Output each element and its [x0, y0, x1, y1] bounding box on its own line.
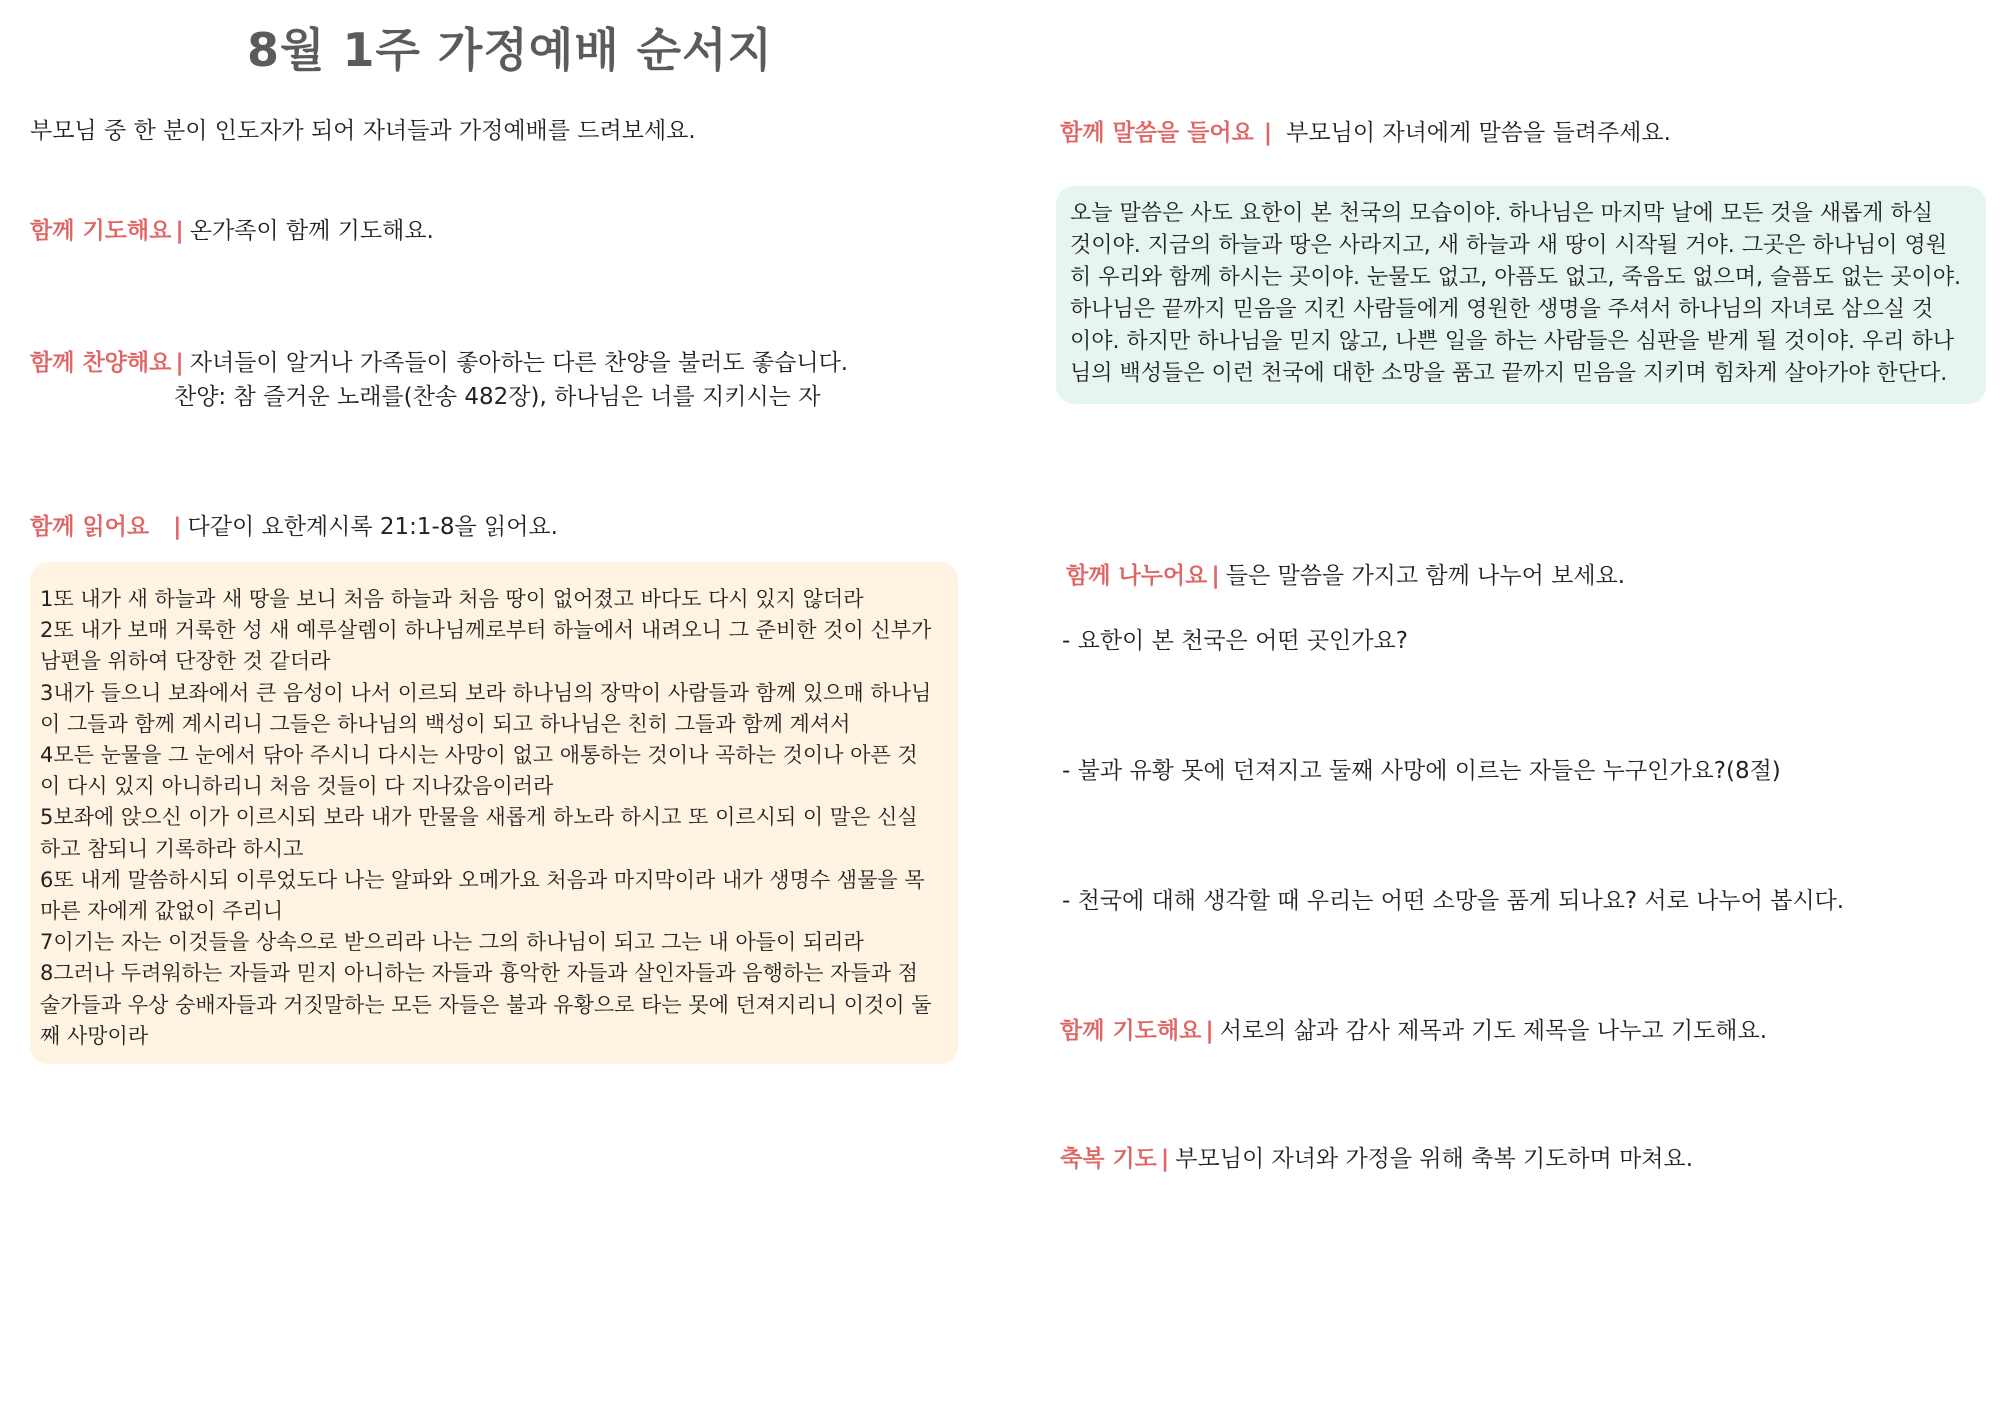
listen-label: 함께 말씀을 들어요 [1060, 120, 1254, 146]
praise-section [30, 346, 848, 414]
prayer-label: 함께 기도해요 [1060, 1018, 1202, 1044]
verse-line: 4모든 눈물을 그 눈에서 닦아 주시니 다시는 사망이 없고 애통하는 것이나 곡하는 것이나 아픈 것 [40, 743, 918, 768]
verse-line: 하고 참되니 기록하라 하시고 [40, 836, 304, 861]
sermon-line: 님의 백성들은 이런 천국에 대한 소망을 품고 끝까지 믿음을 지키며 힘차게 살아가야 한단다. [1070, 361, 1948, 386]
question-item: - 불과 유황 못에 던져지고 둘째 사망에 이르는 자들은 누구인가요?(8절) [1062, 758, 1781, 784]
verse-line: 마른 자에게 값없이 주리니 [40, 899, 284, 924]
reading-label: 함께 읽어요 [30, 514, 150, 540]
verse-line: 술가들과 우상 숭배자들과 거짓말하는 모든 자들은 불과 유황으로 타는 못에 던져지리니 이것이 둘 [40, 992, 932, 1017]
sermon-line: 하나님은 끝까지 믿음을 지킨 사람들에게 영원한 생명을 주셔서 하나님의 자녀로 삼으실 것 [1070, 297, 1934, 322]
separator-bar: | [173, 514, 182, 540]
verse-line: 5보좌에 앉으신 이가 이르시되 보라 내가 만물을 새롭게 하노라 하시고 또 이르시되 이 말은 신실 [40, 805, 918, 830]
blessing-text: 부모님이 자녀와 가정을 위해 축복 기도하며 마쳐요. [1175, 1146, 1694, 1172]
praise-text: 자녀들이 알거나 가족들이 좋아하는 다른 찬양을 불러도 좋습니다. [189, 350, 849, 376]
sermon-line: 것이야. 지금의 하늘과 땅은 사라지고, 새 하늘과 새 땅이 시작될 거야. 그곳은 하나님이 영원 [1070, 233, 1947, 258]
verse-line: 8그러나 두려워하는 자들과 믿지 아니하는 자들과 흉악한 자들과 살인자들과 음행하는 자들과 점 [40, 961, 918, 986]
prayer-label: 함께 기도해요 [30, 218, 172, 244]
verse-line: 3내가 들으니 보좌에서 큰 음성이 나서 이르되 보라 하나님의 장막이 사람들과 함께 있으매 하나님 [40, 680, 932, 705]
share-text: 들은 말씀을 가지고 함께 나누어 보세요. [1225, 563, 1626, 589]
verse-line: 2또 내가 보매 거룩한 성 새 예루살렘이 하나님께로부터 하늘에서 내려오니 그 준비한 것이 신부가 [40, 618, 932, 643]
blessing-label: 축복 기도 [1060, 1146, 1157, 1172]
reading-text: 다같이 요한계시록 21:1-8을 읽어요. [187, 514, 558, 540]
verse-line: 1또 내가 새 하늘과 새 땅을 보니 처음 하늘과 처음 땅이 없어졌고 바다도 다시 있지 않더라 [40, 587, 864, 611]
praise-songs: 찬양: 참 즐거운 노래를(찬송 482장), 하나님은 너를 지키시는 자 [174, 384, 821, 410]
verse-line: 째 사망이라 [40, 1023, 149, 1048]
praise-label: 함께 찬양해요 [30, 350, 172, 376]
blessing-section [1060, 1142, 1693, 1176]
verse-line: 이 그들과 함께 계시리니 그들은 하나님의 백성이 되고 하나님은 친히 그들과 함께 계셔서 [40, 711, 851, 736]
separator-bar: | [1263, 120, 1273, 146]
intro-text: 부모님 중 한 분이 인도자가 되어 자녀들과 가정예배를 드려보세요. [30, 118, 696, 144]
separator-bar: | [1160, 1146, 1170, 1172]
reading-section [30, 510, 558, 544]
question-item: - 천국에 대해 생각할 때 우리는 어떤 소망을 품게 되나요? 서로 나누어 봅시다. [1062, 888, 1845, 914]
closing-prayer-section [1060, 1014, 1767, 1048]
separator-bar: | [175, 218, 184, 244]
verse-line: 6또 내게 말씀하시되 이루었도다 나는 알파와 오메가요 처음과 마지막이라 내가 생명수 샘물을 목 [40, 867, 925, 892]
prayer-section [30, 214, 434, 248]
sermon-box [1056, 186, 1986, 404]
listen-text: 부모님이 자녀에게 말씀을 들려주세요. [1286, 120, 1671, 146]
verse-line: 7이기는 자는 이것들을 상속으로 받으리라 나는 그의 하나님이 되고 그는 내 아들이 되리라 [40, 930, 864, 955]
scripture-box [30, 562, 958, 1064]
verse-line: 남편을 위하여 단장한 것 같더라 [40, 649, 331, 674]
separator-bar: | [1205, 1018, 1214, 1044]
question-item: - 요한이 본 천국은 어떤 곳인가요? [1062, 628, 1408, 654]
separator-bar: | [1211, 563, 1220, 589]
share-section [1066, 559, 1625, 593]
prayer-text: 온가족이 함께 기도해요. [189, 218, 434, 244]
sermon-line: 오늘 말씀은 사도 요한이 본 천국의 모습이야. 하나님은 마지막 날에 모든 것을 새롭게 하실 [1070, 201, 1933, 226]
listen-section [1060, 116, 1671, 150]
share-label: 함께 나누어요 [1066, 563, 1208, 589]
separator-bar: | [175, 350, 184, 376]
sermon-line: 히 우리와 함께 하시는 곳이야. 눈물도 없고, 아픔도 없고, 죽음도 없으며, 슬픔도 없는 곳이야. [1070, 265, 1961, 290]
sermon-line: 이야. 하지만 하나님을 믿지 않고, 나쁜 일을 하는 사람들은 심판을 받게 될 것이야. 우리 하나 [1070, 329, 1954, 354]
page-title: 8월 1주 가정예배 순서지 [247, 23, 773, 77]
prayer-text: 서로의 삶과 감사 제목과 기도 제목을 나누고 기도해요. [1219, 1018, 1768, 1044]
verse-line: 이 다시 있지 아니하리니 처음 것들이 다 지나갔음이러라 [40, 774, 554, 799]
